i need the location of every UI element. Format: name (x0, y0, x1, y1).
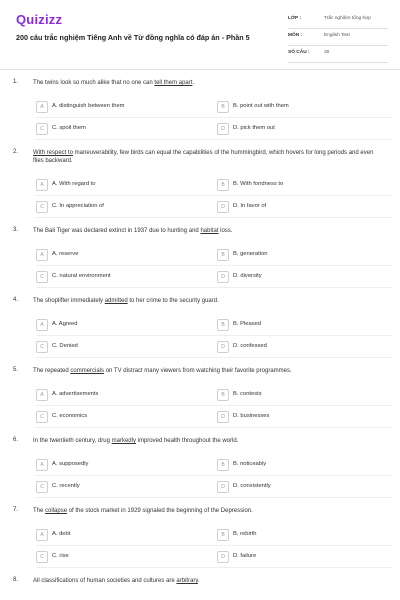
question-text-post: to her crime to the security guard. (127, 298, 219, 304)
meta-label: MÔN : (288, 33, 303, 38)
question-text-pre: The Bali Tiger was declared extinct in 1937 due to hunting and (33, 228, 201, 234)
option-letter-box: C (36, 411, 48, 423)
option-text: D. businesses (233, 413, 270, 419)
option-letter-box: C (36, 123, 48, 135)
option-a[interactable] (36, 389, 186, 401)
option-b[interactable] (217, 389, 367, 401)
option-divider (36, 139, 392, 140)
option-divider (36, 475, 392, 476)
question-number: 3. (13, 227, 19, 233)
option-text: C. spoil them (52, 125, 86, 131)
question-text (33, 437, 385, 445)
option-d[interactable] (217, 551, 367, 563)
option-text: B. noticeably (233, 461, 267, 467)
question-text (33, 297, 385, 305)
question-number: 4. (13, 297, 19, 303)
option-letter-box: A (36, 179, 48, 191)
question-number: 7. (13, 507, 19, 513)
option-text: A. supposedly (52, 461, 89, 467)
option-b[interactable] (217, 459, 367, 471)
option-divider (36, 405, 392, 406)
underlined-keyword: commercials (70, 368, 105, 374)
question-text-pre: The twins look so much alike that no one can (33, 80, 155, 86)
option-a[interactable] (36, 459, 186, 471)
option-divider (36, 567, 392, 568)
option-divider (36, 545, 392, 546)
question-text-post: . (192, 80, 195, 86)
option-letter-box: B (217, 249, 229, 261)
option-letter-box: B (217, 459, 229, 471)
question-text-post: loss. (218, 228, 233, 234)
option-c[interactable] (36, 411, 186, 423)
option-c[interactable] (36, 201, 186, 213)
option-letter-box: B (217, 529, 229, 541)
question-text (33, 507, 385, 515)
question-text (33, 367, 385, 375)
option-letter-box: B (217, 179, 229, 191)
question-text-pre: In the twentieth century, drug (33, 438, 112, 444)
option-letter-box: B (217, 101, 229, 113)
option-b[interactable] (217, 249, 367, 261)
option-divider (36, 427, 392, 428)
question-number: 5. (13, 367, 19, 373)
option-text: B. generation (233, 251, 268, 257)
meta-value: 30 (324, 50, 330, 55)
meta-panel (288, 12, 388, 63)
question-number: 2. (13, 149, 19, 155)
question-text (33, 227, 385, 235)
option-text: C. Denied (52, 343, 78, 349)
meta-row-subject (288, 29, 388, 46)
option-text: C. rise (52, 553, 69, 559)
option-d[interactable] (217, 201, 367, 213)
option-letter-box: C (36, 481, 48, 493)
page-header (0, 0, 400, 68)
underlined-keyword: tell them apart (154, 80, 193, 86)
option-text: C. recently (52, 483, 80, 489)
question-text (33, 149, 385, 165)
option-divider (36, 335, 392, 336)
option-divider (36, 357, 392, 358)
option-letter-box: D (217, 201, 229, 213)
option-letter-box: D (217, 411, 229, 423)
option-text: B. point out with them (233, 103, 289, 109)
option-text: A. With regard to (52, 181, 96, 187)
meta-label: SỐ CÂU : (288, 50, 310, 55)
option-a[interactable] (36, 101, 186, 113)
option-letter-box: A (36, 389, 48, 401)
option-letter-box: C (36, 271, 48, 283)
option-letter-box: A (36, 529, 48, 541)
quizizz-logo: Quizizz (16, 12, 63, 27)
option-letter-box: C (36, 201, 48, 213)
question-text-pre: The repeated (33, 368, 71, 374)
question-text (33, 577, 385, 585)
option-text: A. Agreed (52, 321, 78, 327)
question-number: 1. (13, 79, 19, 85)
option-text: D. pick them out (233, 125, 275, 131)
option-text: A. debt (52, 531, 71, 537)
option-text: C. In appreciation of (52, 203, 104, 209)
question-text-post: of the stock market in 1929 signaled the beginning of the Depression. (67, 508, 253, 514)
option-d[interactable] (217, 123, 367, 135)
meta-row-class (288, 12, 388, 29)
question-text-post: improved health throughout the world. (135, 438, 239, 444)
option-text: D. In favor of (233, 203, 267, 209)
option-letter-box: D (217, 481, 229, 493)
option-divider (36, 217, 392, 218)
option-text: A. advertisements (52, 391, 99, 397)
option-letter-box: A (36, 101, 48, 113)
question-number: 6. (13, 437, 19, 443)
option-text: C. natural environment (52, 273, 111, 279)
option-letter-box: C (36, 551, 48, 563)
option-d[interactable] (217, 481, 367, 493)
option-a[interactable] (36, 319, 186, 331)
option-letter-box: A (36, 319, 48, 331)
option-divider (36, 497, 392, 498)
question-text-post: on TV distract many viewers from watching their favorite programmes. (104, 368, 292, 374)
option-text: D. failure (233, 553, 257, 559)
option-text: B. rebirth (233, 531, 257, 537)
option-letter-box: D (217, 341, 229, 353)
option-text: D. diversity (233, 273, 262, 279)
question-text-pre: The shoplifter immediately (33, 298, 105, 304)
option-divider (36, 117, 392, 118)
meta-value: Trắc nghiệm tổng hợp (324, 16, 371, 21)
header-divider (0, 69, 400, 70)
page-title: 200 câu trắc nghiệm Tiếng Anh về Từ đồng nghĩa có đáp án - Phần 5 (16, 33, 250, 42)
option-letter-box: D (217, 551, 229, 563)
option-letter-box: D (217, 123, 229, 135)
option-letter-box: B (217, 319, 229, 331)
underlined-keyword: With respect to (33, 150, 74, 156)
option-text: D. consistently (233, 483, 271, 489)
option-b[interactable] (217, 101, 367, 113)
option-b[interactable] (217, 319, 367, 331)
option-c[interactable] (36, 341, 186, 353)
option-letter-box: A (36, 249, 48, 261)
option-text: A. distinguish between them (52, 103, 125, 109)
underlined-keyword: collapse (45, 508, 68, 514)
option-letter-box: B (217, 389, 229, 401)
question-text-pre: All classifications of human societies and cultures are (33, 578, 177, 584)
meta-value: English Test (324, 33, 350, 38)
question-text-post: maneuverability, few birds can equal the capabilities of the hummingbird, which hovers for long periods and even flies backward. (33, 150, 374, 164)
underlined-keyword: arbitrary (176, 578, 198, 584)
option-divider (36, 265, 392, 266)
option-letter-box: D (217, 271, 229, 283)
option-c[interactable] (36, 481, 186, 493)
option-c[interactable] (36, 123, 186, 135)
option-text: B. contests (233, 391, 262, 397)
meta-row-count (288, 46, 388, 63)
option-divider (36, 195, 392, 196)
option-a[interactable] (36, 249, 186, 261)
option-a[interactable] (36, 179, 186, 191)
option-text: C. economics (52, 413, 88, 419)
underlined-keyword: admitted (104, 298, 128, 304)
option-c[interactable] (36, 271, 186, 283)
option-c[interactable] (36, 551, 186, 563)
option-letter-box: C (36, 341, 48, 353)
option-text: B. With fondness to (233, 181, 284, 187)
question-text-post: . (197, 578, 200, 584)
question-text (33, 79, 385, 87)
underlined-keyword: habitat (200, 228, 219, 234)
option-text: D. confessed (233, 343, 267, 349)
option-d[interactable] (217, 411, 367, 423)
option-d[interactable] (217, 341, 367, 353)
option-text: A. reserve (52, 251, 79, 257)
underlined-keyword: markedly (111, 438, 136, 444)
question-number: 8. (13, 577, 19, 583)
option-letter-box: A (36, 459, 48, 471)
option-b[interactable] (217, 179, 367, 191)
meta-label: LỚP : (288, 16, 302, 21)
option-b[interactable] (217, 529, 367, 541)
option-text: B. Pleased (233, 321, 262, 327)
option-a[interactable] (36, 529, 186, 541)
question-text-pre: The (33, 508, 46, 514)
option-d[interactable] (217, 271, 367, 283)
option-divider (36, 287, 392, 288)
